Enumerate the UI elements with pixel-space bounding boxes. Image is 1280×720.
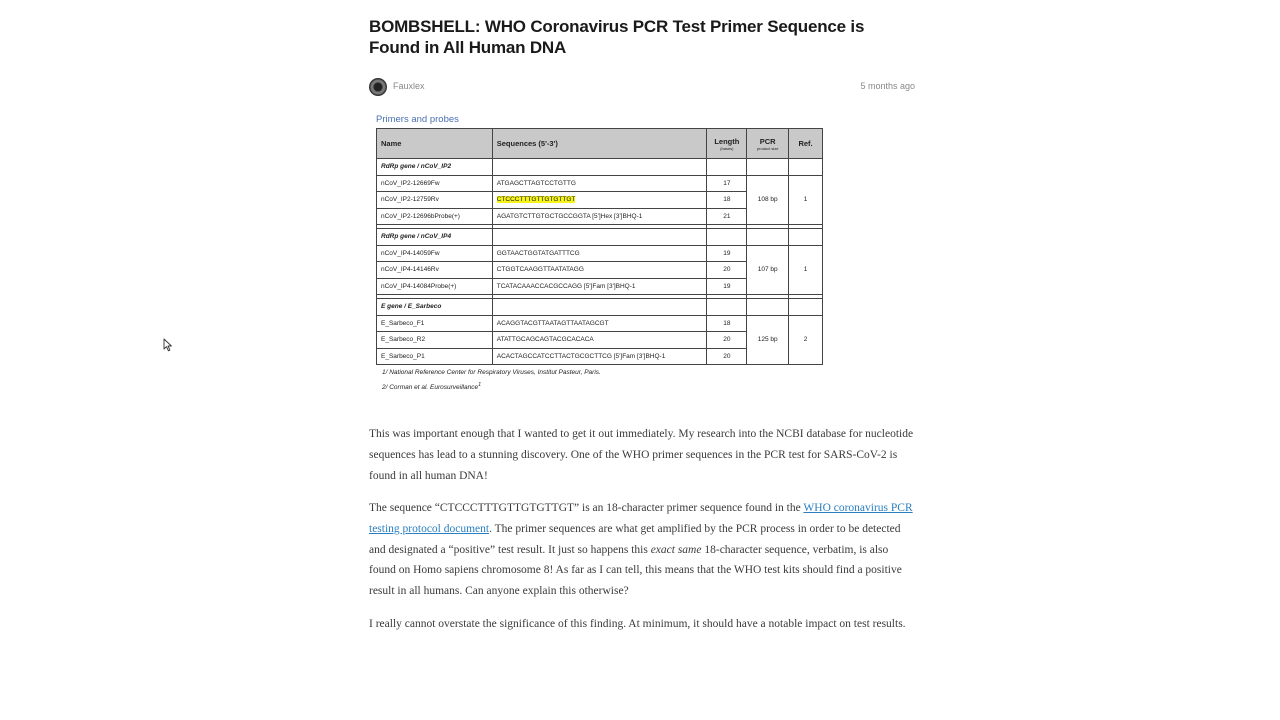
- primer-sequence: ACAGGTACGTTAATAGTTAATAGCGT: [492, 315, 707, 332]
- header-sequence: Sequences (5'-3'): [492, 129, 707, 159]
- who-protocol-link[interactable]: WHO coronavirus PCR testing protocol document: [369, 502, 913, 535]
- ref-number: 2: [789, 315, 823, 365]
- post-date: 5 months ago: [860, 81, 915, 91]
- group-label: RdRp gene / nCoV_IP4: [377, 229, 493, 246]
- primer-sequence: CTGGTCAAGGTTAATATAGG: [492, 262, 707, 279]
- primer-name: nCoV_IP4-14084Probe(+): [377, 278, 493, 295]
- figure-title: Primers and probes: [376, 114, 459, 125]
- pcr-product: 125 bp: [747, 315, 789, 365]
- primers-table: [376, 128, 823, 365]
- primer-sequence-highlighted: [492, 192, 707, 209]
- primer-length: 18: [707, 315, 747, 332]
- primer-length: 17: [707, 175, 747, 192]
- primer-length: 20: [707, 348, 747, 365]
- primer-length: 19: [707, 245, 747, 262]
- primer-name: E_Sarbeco_P1: [377, 348, 493, 365]
- primer-name: nCoV_IP2-12696bProbe(+): [377, 208, 493, 225]
- ref-number: 1: [789, 175, 823, 225]
- mouse-cursor-icon: [163, 338, 173, 352]
- author-name[interactable]: Fauxlex: [393, 81, 425, 91]
- footnote-2-superscript: 1: [478, 382, 482, 388]
- pcr-product: 108 bp: [747, 175, 789, 225]
- primer-sequence: ATGAGCTTAGTCCTGTTG: [492, 175, 707, 192]
- primer-length: 19: [707, 278, 747, 295]
- primer-sequence: GGTAACTGGTATGATTTCG: [492, 245, 707, 262]
- header-length: Length (bases): [707, 129, 747, 159]
- author-avatar[interactable]: [369, 78, 387, 96]
- primer-length: 18: [707, 192, 747, 209]
- ref-number: 1: [789, 245, 823, 295]
- article: [369, 16, 915, 646]
- emphasis-text: exact same: [650, 543, 702, 556]
- figure-footnotes: [376, 367, 831, 394]
- paragraph-1: This was important enough that I wanted to get it out immediately. My research into the NCBI database for nucleotide sequences has lead to a stunning discovery. One of the WHO primer sequences in the PCR test for SARS-CoV-2 is found in all human DNA!: [369, 428, 914, 482]
- article-meta: [369, 78, 915, 98]
- primer-sequence: ACACTAGCCATCCTTACTGCGCTTCG [5']Fam [3']BHQ-1: [492, 348, 707, 365]
- footnote-1: 1/ National Reference Center for Respiratory Viruses, Institut Pasteur, Paris.: [382, 369, 601, 376]
- group-row: [377, 299, 823, 316]
- primer-sequence: ATATTGCAGCAGTACGCACACA: [492, 332, 707, 349]
- primer-sequence: TCATACAAACCACGCCAGG [5']Fam [3']BHQ-1: [492, 278, 707, 295]
- table-row: [377, 315, 823, 332]
- table-header-row: [377, 129, 823, 159]
- highlighted-sequence: CTCCCTTTGTTGTGTTGT: [496, 196, 576, 204]
- group-label: E gene / E_Sarbeco: [377, 299, 493, 316]
- primer-length: 21: [707, 208, 747, 225]
- primer-sequence: AGATGTCTTGTGCTGCCGGTA [5']Hex [3']BHQ-1: [492, 208, 707, 225]
- header-name: Name: [377, 129, 493, 159]
- primer-name: E_Sarbeco_R2: [377, 332, 493, 349]
- primer-name: E_Sarbeco_F1: [377, 315, 493, 332]
- group-label: RdRp gene / nCoV_IP2: [377, 159, 493, 176]
- table-row: [377, 175, 823, 192]
- primer-length: 20: [707, 332, 747, 349]
- paragraph-2: The sequence “CTCCCTTTGTTGTGTTGT” is an 18-character primer sequence found in the WHO coronavirus PCR testing protocol document. The primer sequences are what get amplified by the PCR process in order to be detected and designated a “positive” test result. It just so happens this exact same 18-character sequence, verbatim, is also found on Homo sapiens chromosome 8! As far as I can tell, this means that the WHO test kits should find a positive result in all humans. Can anyone explain this otherwise?: [369, 502, 913, 598]
- footnote-2: 2/ Corman et al. Eurosurveillance$^1$: [382, 382, 482, 392]
- table-row: [377, 245, 823, 262]
- group-row: [377, 159, 823, 176]
- header-pcr: PCR product size: [747, 129, 789, 159]
- primer-length: 20: [707, 262, 747, 279]
- group-row: [377, 229, 823, 246]
- primer-name: nCoV_IP4-14059Fw: [377, 245, 493, 262]
- primers-figure: [376, 114, 831, 394]
- primer-name: nCoV_IP2-12759Rv: [377, 192, 493, 209]
- primer-name: nCoV_IP4-14146Rv: [377, 262, 493, 279]
- pcr-product: 107 bp: [747, 245, 789, 295]
- header-ref: Ref.: [789, 129, 823, 159]
- article-body: [369, 424, 915, 634]
- primer-name: nCoV_IP2-12669Fw: [377, 175, 493, 192]
- paragraph-3: I really cannot overstate the significance of this finding. At minimum, it should have a notable impact on test results.: [369, 617, 906, 630]
- article-title: BOMBSHELL: WHO Coronavirus PCR Test Primer Sequence is Found in All Human DNA: [369, 17, 865, 57]
